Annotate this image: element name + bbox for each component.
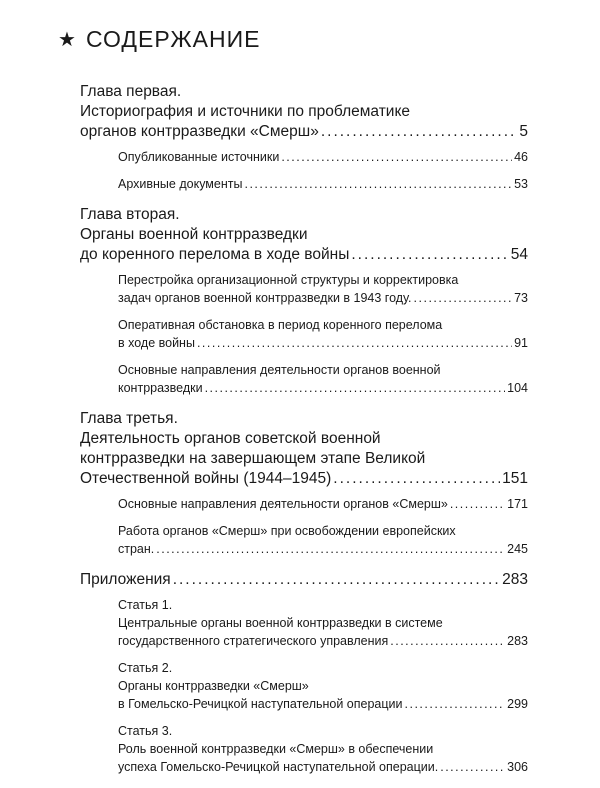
article-title-line: Статья 1. (118, 598, 173, 612)
article-title-line: Статья 3. (118, 724, 173, 738)
section-title-text: Основные направления деятельности органов «Смерш» (118, 497, 448, 511)
leader-dots (390, 632, 505, 650)
title-row (58, 26, 261, 53)
section-list (118, 271, 528, 397)
section-title-text: Опубликованные источники (118, 150, 280, 164)
section-item (118, 316, 528, 352)
leader-dots (333, 469, 500, 489)
chapter-title-entry[interactable] (80, 245, 528, 265)
page-number: 73 (514, 291, 528, 305)
chapter-title-text: Отечественной войны (1944–1945) (80, 470, 332, 487)
section-title-line: Основные направления деятельности органов военной (118, 363, 441, 377)
page-number: 46 (514, 150, 528, 164)
section-title-text: в ходе войны (118, 336, 195, 350)
leader-dots (197, 334, 512, 352)
section-title-entry[interactable] (118, 175, 528, 193)
section-title-entry[interactable] (118, 334, 528, 352)
article-title-text: в Гомельско-Речицкой наступательной операции (118, 697, 403, 711)
article-title-entry[interactable] (118, 758, 528, 776)
section-item (118, 271, 528, 307)
leader-dots (405, 695, 506, 713)
section-title-entry[interactable] (118, 148, 528, 166)
chapter-block (80, 205, 528, 397)
section-title-line: Работа органов «Смерш» при освобождении европейских (118, 524, 456, 538)
chapter-block (80, 82, 528, 193)
chapter-title-line: Органы военной контрразведки (80, 226, 308, 243)
page-number: 306 (507, 760, 528, 774)
leader-dots (440, 758, 505, 776)
chapter-title-line: Историография и источники по проблематике (80, 103, 411, 120)
chapter-title-text: органов контрразведки «Смерш» (80, 123, 319, 140)
article-item (118, 659, 528, 713)
leader-dots (156, 540, 505, 558)
section-list (118, 495, 528, 558)
chapter-title-line: Деятельность органов советской военной (80, 430, 381, 447)
article-title-line: Центральные органы военной контрразведки в системе (118, 616, 443, 630)
appendix-entry[interactable] (80, 570, 528, 590)
section-list (118, 148, 528, 193)
leader-dots (244, 175, 512, 193)
section-item (118, 361, 528, 397)
page-number: 53 (514, 177, 528, 191)
page-title: СОДЕРЖАНИЕ (85, 26, 261, 52)
chapter-title-text: до коренного перелома в ходе войны (80, 246, 350, 263)
table-of-contents (80, 82, 528, 788)
page-number: 54 (510, 246, 528, 263)
page-number: 283 (507, 634, 528, 648)
section-title-entry[interactable] (118, 379, 528, 397)
appendix-title: Приложения (80, 571, 171, 588)
leader-dots (281, 148, 512, 166)
article-title-line: Органы контрразведки «Смерш» (118, 679, 309, 693)
page-number: 5 (519, 123, 528, 140)
section-title-entry[interactable] (118, 289, 528, 307)
section-title-line: Оперативная обстановка в период коренного перелома (118, 318, 443, 332)
section-item (118, 175, 528, 193)
chapter-title-line: контрразведки на завершающем этапе Великой (80, 450, 426, 467)
leader-dots (450, 495, 505, 513)
chapter-title-entry[interactable] (80, 469, 528, 489)
section-item (118, 495, 528, 513)
leader-dots (205, 379, 506, 397)
page-number: 151 (502, 470, 528, 487)
article-title-line: Роль военной контрразведки «Смерш» в обеспечении (118, 742, 434, 756)
section-title-text: задач органов военной контрразведки в 1943 году. (118, 291, 412, 305)
star-icon: ★ (58, 28, 76, 51)
chapter-block (80, 409, 528, 558)
article-title-entry[interactable] (118, 695, 528, 713)
section-title-text: стран. (118, 542, 155, 556)
section-title-entry[interactable] (118, 495, 528, 513)
article-title-text: государственного стратегического управления (118, 634, 389, 648)
leader-dots (351, 245, 508, 265)
article-item (118, 596, 528, 650)
article-list (118, 596, 528, 776)
leader-dots (321, 122, 518, 142)
section-item (118, 148, 528, 166)
leader-dots (414, 289, 513, 307)
article-item (118, 722, 528, 776)
chapter-title-line: Глава первая. (80, 83, 182, 100)
section-title-line: Перестройка организационной структуры и корректировка (118, 273, 459, 287)
page-number: 245 (507, 542, 528, 556)
section-item (118, 522, 528, 558)
appendix-block (80, 570, 528, 776)
section-title-text: Архивные документы (118, 177, 243, 191)
page-number: 171 (507, 497, 528, 511)
chapter-title-entry[interactable] (80, 122, 528, 142)
page-number: 283 (502, 571, 528, 588)
chapter-title-line: Глава вторая. (80, 206, 180, 223)
article-title-line: Статья 2. (118, 661, 173, 675)
page-number: 91 (514, 336, 528, 350)
page-number: 104 (507, 381, 528, 395)
article-title-entry[interactable] (118, 632, 528, 650)
leader-dots (173, 570, 500, 590)
article-title-text: успеха Гомельско-Речицкой наступательной операции. (118, 760, 439, 774)
chapter-title-line: Глава третья. (80, 410, 178, 427)
section-title-entry[interactable] (118, 540, 528, 558)
section-title-text: контрразведки (118, 381, 203, 395)
page-number: 299 (507, 697, 528, 711)
